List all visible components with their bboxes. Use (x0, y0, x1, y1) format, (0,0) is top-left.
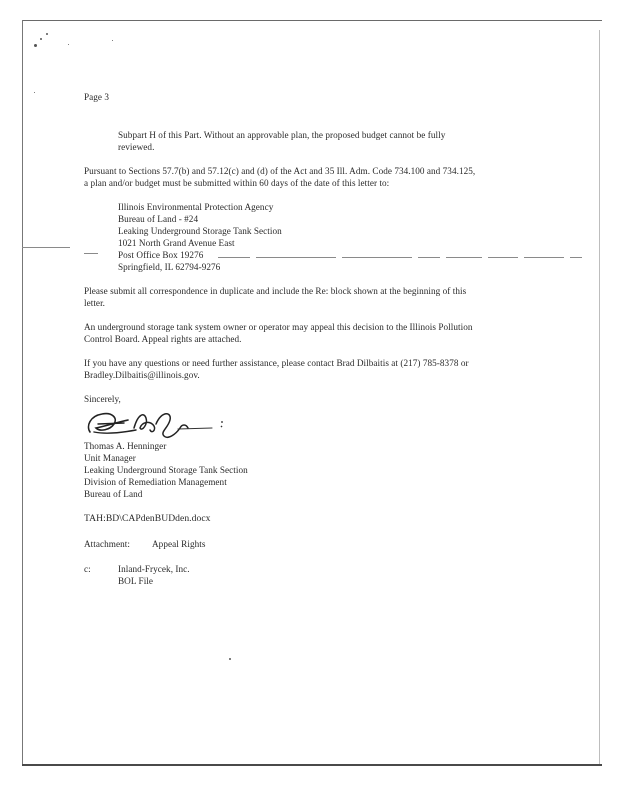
address-line: Bureau of Land - #24 (118, 214, 199, 224)
scan-speck (229, 658, 231, 660)
signer-division: Division of Remediation Management (84, 477, 227, 487)
paragraph-line: Please submit all correspondence in duplicate and include the Re: block shown at the beginning of this (84, 286, 467, 296)
scan-artifact-line (22, 247, 70, 248)
scan-speck (34, 44, 37, 47)
paragraph-line: Bradley.Dilbaitis@illinois.gov. (84, 370, 200, 380)
scan-speck (68, 44, 69, 45)
scan-artifact-line (342, 257, 412, 258)
scan-speck (40, 38, 42, 40)
cc-label: c: (84, 564, 91, 574)
scan-artifact-line (570, 257, 582, 258)
page-number: Page 3 (84, 92, 110, 102)
reference-initials: TAH:BD\CAPdenBUDden.docx (84, 513, 211, 524)
paragraph-line: Pursuant to Sections 57.7(b) and 57.12(c) and (d) of the Act and 35 Ill. Adm. Code 734.100 and 734.125, (84, 166, 476, 176)
paragraph-line: a plan and/or budget must be submitted within 60 days of the date of this letter to: (84, 178, 390, 188)
address-line: 1021 North Grand Avenue East (118, 238, 235, 248)
paragraph-line: Control Board. Appeal rights are attached. (84, 334, 242, 344)
attachment-value: Appeal Rights (152, 539, 206, 549)
scan-artifact-line (446, 257, 482, 258)
paragraph-line: An underground storage tank system owner or operator may appeal this decision to the Illinois Pollution (84, 322, 473, 332)
address-line: Illinois Environmental Protection Agency (118, 202, 274, 212)
paragraph-line: reviewed. (118, 142, 155, 152)
scan-artifact-line (256, 257, 336, 258)
paragraph-line: If you have any questions or need further assistance, please contact Brad Dilbaitis at (217) 785-8378 or (84, 358, 469, 368)
scan-speck (112, 40, 113, 41)
scan-speck (46, 33, 48, 35)
scan-edge-top (22, 20, 602, 21)
address-line: Springfield, IL 62794-9276 (118, 262, 221, 272)
cc-recipient: Inland-Frycek, Inc. (118, 564, 190, 574)
scan-artifact-line (488, 257, 518, 258)
scan-artifact-line (524, 257, 564, 258)
closing: Sincerely, (84, 394, 121, 404)
scan-artifact-line (84, 253, 98, 254)
scan-edge-right (599, 30, 600, 765)
address-line: Post Office Box 19276 (118, 250, 204, 260)
paragraph-line: Subpart H of this Part. Without an approvable plan, the proposed budget cannot be fully (118, 130, 446, 140)
scan-artifact-line (418, 257, 440, 258)
signer-bureau: Bureau of Land (84, 489, 143, 499)
signer-name: Thomas A. Henninger (84, 441, 167, 451)
scan-edge-bottom (22, 764, 602, 766)
scan-speck (34, 92, 35, 93)
address-line: Leaking Underground Storage Tank Section (118, 226, 282, 236)
signer-section: Leaking Underground Storage Tank Section (84, 465, 248, 475)
attachment-label: Attachment: (84, 539, 130, 549)
cc-recipient: BOL File (118, 576, 154, 586)
signer-title: Unit Manager (84, 453, 136, 463)
scan-artifact-line (218, 257, 250, 258)
handwritten-signature (84, 402, 224, 442)
paragraph-line: letter. (84, 298, 106, 308)
scan-edge-left (22, 20, 23, 765)
